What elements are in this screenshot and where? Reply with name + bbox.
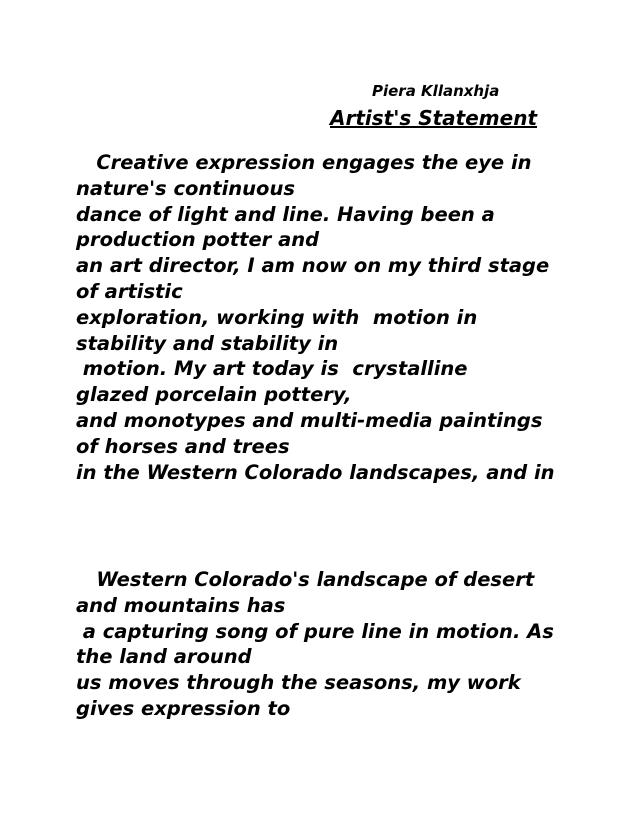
text-line: and monotypes and multi-media paintings [76,408,543,432]
text-line: an art director, I am now on my third stage [76,254,550,278]
text-line: glazed porcelain pottery, [76,383,352,407]
text-line: in the Western Colorado landscapes, and in [76,460,555,484]
text-line: and mountains has [76,593,286,617]
text-line: nature's continuous [76,176,295,200]
text-line: dance of light and line. Having been a [76,202,495,226]
text-line: the land around [76,645,252,669]
text-line: gives expression to [76,696,291,720]
text-line: motion. My art today is crystalline [76,357,468,381]
text-line: of horses and trees [76,434,290,458]
text-line: exploration, working with motion in [76,305,478,329]
text-line: us moves through the seasons, my work [76,671,521,695]
text-line: Western Colorado's landscape of desert [76,568,535,591]
document-heading: Artist's Statement [330,106,538,130]
paragraph-1 [76,150,586,485]
paragraph-2 [76,567,586,722]
text-line: a capturing song of pure line in motion. As [76,619,554,643]
text-line: production potter and [76,228,320,252]
text-line: of artistic [76,279,183,303]
author-name: Piera Kllanxhja [372,82,500,100]
text-line: Creative expression engages the eye in [76,151,532,174]
text-line: stability and stability in [76,331,339,355]
